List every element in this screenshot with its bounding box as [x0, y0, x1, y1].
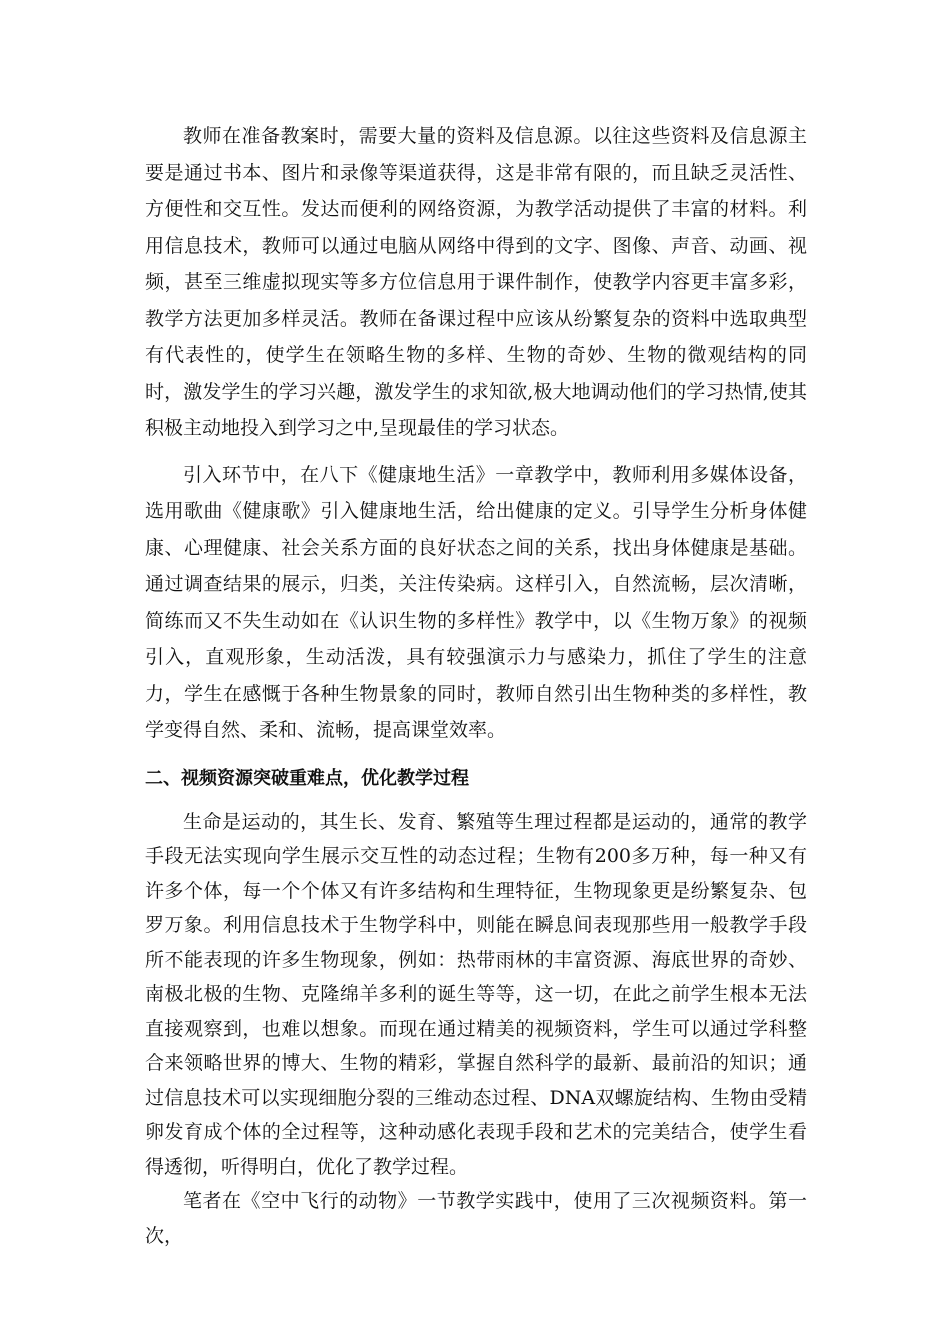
section-heading-video-resources: 二、视频资源突破重难点，优化教学过程: [145, 767, 469, 789]
paragraph-flying-animals: 笔者在《空中飞行的动物》一节教学实践中，使用了三次视频资料。第一次，: [145, 1190, 807, 1247]
paragraph-lesson-intro: 引入环节中，在八下《健康地生活》一章教学中，教师利用多媒体设备，选用歌曲《健康歌》引入健康地生活，给出健康的定义。引导学生分析身体健康、心理健康、社会关系方面的良好状态之间的关系，找出身体健康是基础。通过调查结果的展示，归类，关注传染病。这样引入，自然流畅，层次清晰，简练而又不失生动如在《认识生物的多样性》教学中，以《生物万象》的视频引入，直观形象，生动活泼，具有较强演示力与感染力，抓住了学生的注意力，学生在感慨于各种生物景象的同时，教师自然引出生物种类的多样性，教学变得自然、柔和、流畅，提高课堂效率。: [145, 463, 807, 741]
paragraph-life-in-motion: 生命是运动的，其生长、发育、繁殖等生理过程都是运动的，通常的教学手段无法实现向学生展示交互性的动态过程；生物有200多万种，每一种又有许多个体，每一个个体又有许多结构和生理特征，生物现象更是纷繁复杂、包罗万象。利用信息技术于生物学科中，则能在瞬息间表现那些用一般教学手段所不能表现的许多生物现象，例如：热带雨林的丰富资源、海底世界的奇妙、南极北极的生物、克隆绵羊多利的诞生等等，这一切，在此之前学生根本无法直接观察到，也难以想象。而现在通过精美的视频资料，学生可以通过学科整合来领略世界的博大、生物的精彩，掌握自然科学的最新、最前沿的知识；通过信息技术可以实现细胞分裂的三维动态过程、DNA双螺旋结构、生物由受精卵发育成个体的全过程等，这种动感化表现手段和艺术的完美结合，使学生看得透彻，听得明白，优化了教学过程。: [145, 810, 807, 1178]
document-page: [145, 118, 807, 1253]
paragraph-lesson-prep: 教师在准备教案时，需要大量的资料及信息源。以往这些资料及信息源主要是通过书本、图片和录像等渠道获得，这是非常有限的，而且缺乏灵活性、方便性和交互性。发达而便利的网络资源，为教学活动提供了丰富的材料。利用信息技术，教师可以通过电脑从网络中得到的文字、图像、声音、动画、视频，甚至三维虚拟现实等多方位信息用于课件制作，使教学内容更丰富多彩，教学方法更加多样灵活。教师在备课过程中应该从纷繁复杂的资料中选取典型有代表性的，使学生在领略生物的多样、生物的奇妙、生物的微观结构的同时，激发学生的学习兴趣，激发学生的求知欲,极大地调动他们的学习热情,使其积极主动地投入到学习之中,呈现最佳的学习状态。: [145, 125, 807, 439]
